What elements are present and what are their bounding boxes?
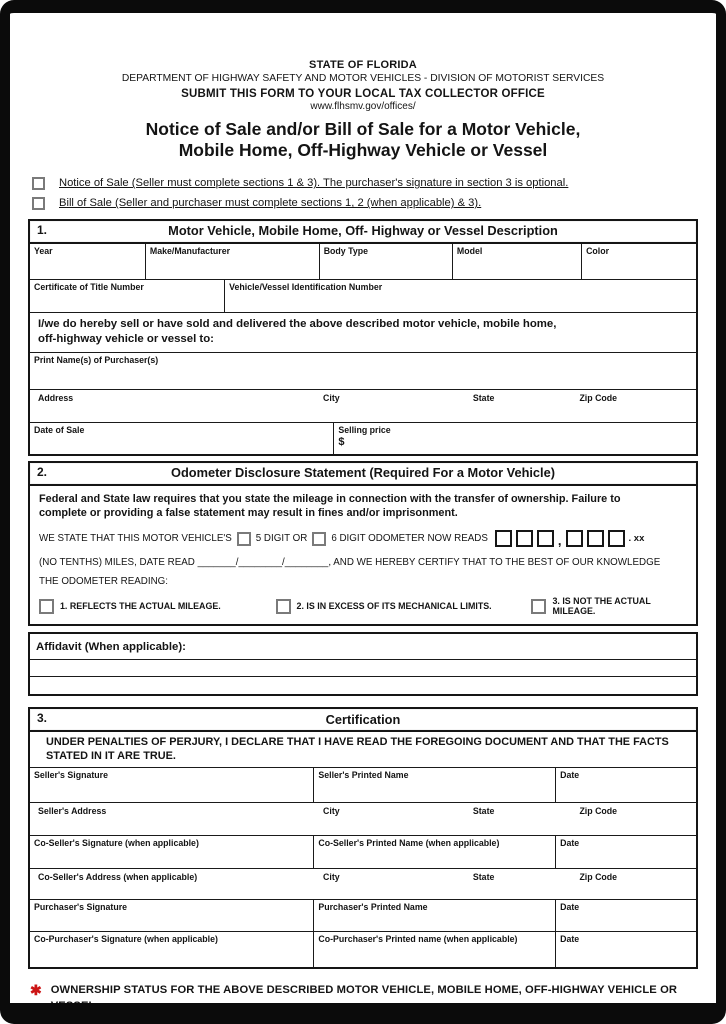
- date-of-sale-label: Date of Sale: [34, 424, 85, 435]
- odometer-xx-suffix: . xx: [628, 533, 645, 545]
- coseller-zip-label: Zip Code: [579, 872, 618, 883]
- odometer-digit-box-1[interactable]: [495, 530, 512, 547]
- red-asterisk-icon: ✱: [30, 982, 42, 999]
- state-label: State: [472, 392, 495, 403]
- section-3-number: 3.: [37, 711, 48, 726]
- year-field[interactable]: [30, 244, 146, 279]
- odometer-digit-box-4[interactable]: [566, 530, 583, 547]
- seller-date-label: Date: [560, 770, 580, 781]
- affidavit-blank-line-1[interactable]: [30, 660, 696, 677]
- mileage-option-not-actual: [531, 596, 687, 616]
- body-type-label: Body Type: [323, 245, 369, 256]
- seller-signature-field[interactable]: [30, 768, 314, 802]
- year-label: Year: [34, 245, 53, 256]
- odometer-digit-box-5[interactable]: [587, 530, 604, 547]
- coseller-address-label: Co-Seller's Address (when applicable): [38, 872, 198, 883]
- bill-of-sale-option: [32, 197, 698, 210]
- copurchaser-date-field[interactable]: [556, 932, 696, 967]
- coseller-printed-name-field[interactable]: [314, 836, 556, 868]
- seller-signature-label: Seller's Signature: [34, 770, 108, 781]
- sell-statement-line2: off-highway vehicle or vessel to:: [38, 332, 214, 345]
- mileage-option-excess: [276, 599, 532, 614]
- seller-printed-name-label: Seller's Printed Name: [318, 770, 409, 781]
- vin-field[interactable]: [225, 280, 696, 312]
- copurchaser-printed-name-field[interactable]: [314, 932, 556, 967]
- seller-zip-label: Zip Code: [579, 806, 618, 817]
- copurchaser-signature-row: [30, 932, 696, 967]
- purchaser-printed-name-field[interactable]: [314, 900, 556, 931]
- section-3-header: [30, 709, 696, 732]
- odometer-reading-line: [39, 529, 687, 548]
- actual-mileage-checkbox[interactable]: [39, 599, 54, 614]
- copurchaser-signature-field[interactable]: [30, 932, 314, 967]
- address-label: Address: [38, 392, 74, 403]
- zip-code-label: Zip Code: [579, 392, 618, 403]
- seller-address-row[interactable]: [30, 803, 696, 836]
- date-price-row: [30, 423, 696, 454]
- submit-instruction: SUBMIT THIS FORM TO YOUR LOCAL TAX COLLECTOR OFFICE: [181, 88, 545, 100]
- section-3-title: Certification: [325, 711, 401, 727]
- not-actual-mileage-label: 3. IS NOT THE ACTUAL MILEAGE.: [552, 596, 651, 617]
- coseller-state-label: State: [472, 872, 495, 883]
- seller-printed-name-field[interactable]: [314, 768, 556, 802]
- bill-of-sale-label: Bill of Sale (Seller and purchaser must complete sections 1, 2 (when applicable) & 3).: [59, 197, 482, 210]
- law-text-line1: Federal and State law requires that you state the mileage in connection with the transfer of ownership. Failure to: [39, 492, 621, 505]
- purchaser-signature-row: [30, 900, 696, 932]
- notice-of-sale-checkbox[interactable]: [32, 177, 45, 190]
- date-of-sale-field[interactable]: [30, 423, 334, 454]
- form-title-line1: Notice of Sale and/or Bill of Sale for a Motor Vehicle,: [145, 119, 581, 139]
- section-1-number: 1.: [37, 222, 48, 237]
- section-1-title: Motor Vehicle, Mobile Home, Off- Highway or Vessel Description: [168, 223, 558, 239]
- selling-price-label: Selling price: [338, 424, 391, 435]
- seller-date-field[interactable]: [556, 768, 696, 802]
- seller-signature-row: [30, 768, 696, 803]
- sell-statement-line1: I/we do hereby sell or have sold and delivered the above described motor vehicle, mobile home,: [38, 317, 557, 330]
- notice-of-sale-label: Notice of Sale (Seller must complete sections 1 & 3). The purchaser's signature in section 3 is optional.: [59, 177, 569, 190]
- seller-state-label: State: [472, 806, 495, 817]
- form-header: [28, 59, 698, 162]
- affidavit-label: Affidavit (When applicable):: [36, 641, 186, 654]
- color-label: Color: [586, 245, 610, 256]
- six-digit-label: 6 DIGIT ODOMETER NOW READS: [331, 533, 488, 545]
- section-2-odometer: [28, 461, 698, 626]
- purchaser-address-row[interactable]: [30, 390, 696, 423]
- offices-url: www.flhsmv.gov/offices/: [310, 101, 416, 112]
- vehicle-description-row: [30, 244, 696, 280]
- odometer-statement-body: [30, 486, 696, 624]
- odometer-reading-label: THE ODOMETER READING:: [39, 576, 169, 588]
- certificate-of-title-field[interactable]: [30, 280, 225, 312]
- five-digit-checkbox[interactable]: [237, 532, 251, 546]
- department-line: DEPARTMENT OF HIGHWAY SAFETY AND MOTOR VEHICLES - DIVISION OF MOTORIST SERVICES: [121, 73, 605, 84]
- odometer-comma: ,: [557, 533, 562, 549]
- actual-mileage-label: 1. REFLECTS THE ACTUAL MILEAGE.: [60, 601, 221, 612]
- color-field[interactable]: [582, 244, 696, 279]
- city-label: City: [323, 392, 340, 403]
- model-field[interactable]: [453, 244, 582, 279]
- make-manufacturer-label: Make/Manufacturer: [149, 245, 231, 256]
- mileage-option-actual: [39, 599, 276, 614]
- affidavit-box: [28, 632, 698, 696]
- form-title-line2: Mobile Home, Off-Highway Vehicle or Vessel: [178, 140, 548, 161]
- six-digit-checkbox[interactable]: [312, 532, 326, 546]
- ownership-status-line1: OWNERSHIP STATUS FOR THE ABOVE DESCRIBED MOTOR VEHICLE, MOBILE HOME, OFF-HIGHWAY VEHICLE OR VESSEL: [50, 984, 678, 1012]
- coseller-date-label: Date: [560, 838, 580, 849]
- purchaser-date-label: Date: [560, 902, 580, 913]
- purchaser-signature-field[interactable]: [30, 900, 314, 931]
- coseller-signature-field[interactable]: [30, 836, 314, 868]
- coseller-printed-name-label: Co-Seller's Printed Name (when applicable): [318, 838, 500, 849]
- section-1-vehicle-description: [28, 219, 698, 456]
- copurchaser-signature-label: Co-Purchaser's Signature (when applicable): [34, 934, 218, 945]
- purchaser-signature-label: Purchaser's Signature: [34, 902, 128, 913]
- ownership-status-line2: WILL NOT CHANGE UNTIL THE PURCHASER APPLIES FOR AND IS ISSUED A CERTIFICATE OF TITLE.: [50, 1014, 606, 1024]
- not-actual-mileage-checkbox[interactable]: [531, 599, 546, 614]
- perjury-statement-row: [30, 732, 696, 768]
- we-state-text: WE STATE THAT THIS MOTOR VEHICLE'S: [39, 533, 232, 545]
- selling-price-field[interactable]: [334, 423, 696, 454]
- ownership-status-text: [51, 983, 698, 1024]
- section-1-header: [30, 221, 696, 244]
- certificate-of-title-label: Certificate of Title Number: [34, 281, 144, 292]
- coseller-city-label: City: [323, 872, 340, 883]
- form-type-options: [32, 177, 698, 210]
- purchaser-printed-name-label: Purchaser's Printed Name: [318, 902, 428, 913]
- copurchaser-date-label: Date: [560, 934, 580, 945]
- title-vin-row: [30, 280, 696, 313]
- purchaser-name-field[interactable]: [30, 353, 696, 389]
- odometer-digit-box-2[interactable]: [516, 530, 533, 547]
- law-text-line2: complete or providing a false statement may result in fines and/or imprisonment.: [39, 507, 458, 520]
- coseller-address-row[interactable]: [30, 869, 696, 900]
- section-2-header: [30, 463, 696, 486]
- affidavit-blank-line-2[interactable]: [30, 677, 696, 694]
- perjury-line2: STATED IN IT ARE TRUE.: [46, 750, 176, 763]
- mileage-options-row: [39, 596, 687, 616]
- odometer-digit-box-3[interactable]: [537, 530, 554, 547]
- section-2-title: Odometer Disclosure Statement (Required For a Motor Vehicle): [171, 465, 555, 481]
- copurchaser-printed-name-label: Co-Purchaser's Printed name (when applicable): [318, 934, 518, 945]
- dollar-sign: $: [338, 435, 345, 448]
- section-3-certification: [28, 707, 698, 969]
- body-type-field[interactable]: [320, 244, 453, 279]
- form-title: [28, 119, 698, 162]
- coseller-signature-label: Co-Seller's Signature (when applicable): [34, 838, 199, 849]
- make-manufacturer-field[interactable]: [146, 244, 320, 279]
- date-read-line[interactable]: (NO TENTHS) MILES, DATE READ _______/________/________, AND WE HEREBY CERTIFY THAT TO THE BEST OF OUR KNOWLEDGE: [39, 557, 661, 569]
- seller-address-label: Seller's Address: [38, 806, 107, 817]
- odometer-digit-box-6[interactable]: [608, 530, 625, 547]
- vin-label: Vehicle/Vessel Identification Number: [229, 281, 383, 292]
- excess-mileage-checkbox[interactable]: [276, 599, 291, 614]
- excess-mileage-label: 2. IS IN EXCESS OF ITS MECHANICAL LIMITS.: [296, 601, 492, 612]
- model-label: Model: [456, 245, 483, 256]
- seller-city-label: City: [323, 806, 340, 817]
- coseller-date-field[interactable]: [556, 836, 696, 868]
- sell-statement-row: [30, 313, 696, 353]
- notice-of-sale-option: [32, 177, 698, 190]
- ownership-status-note: [30, 983, 698, 1024]
- purchaser-date-field[interactable]: [556, 900, 696, 931]
- section-2-number: 2.: [37, 464, 48, 479]
- coseller-signature-row: [30, 836, 696, 869]
- form-page: [10, 13, 716, 1024]
- purchaser-name-label: Print Name(s) of Purchaser(s): [34, 354, 159, 365]
- affidavit-label-row: [30, 634, 696, 660]
- purchaser-name-row: [30, 353, 696, 390]
- five-digit-label: 5 DIGIT OR: [255, 533, 308, 545]
- state-of-florida: STATE OF FLORIDA: [309, 59, 417, 71]
- perjury-line1: UNDER PENALTIES OF PERJURY, I DECLARE THAT I HAVE READ THE FOREGOING DOCUMENT AND THAT THE FACTS: [46, 736, 669, 749]
- bill-of-sale-checkbox[interactable]: [32, 197, 45, 210]
